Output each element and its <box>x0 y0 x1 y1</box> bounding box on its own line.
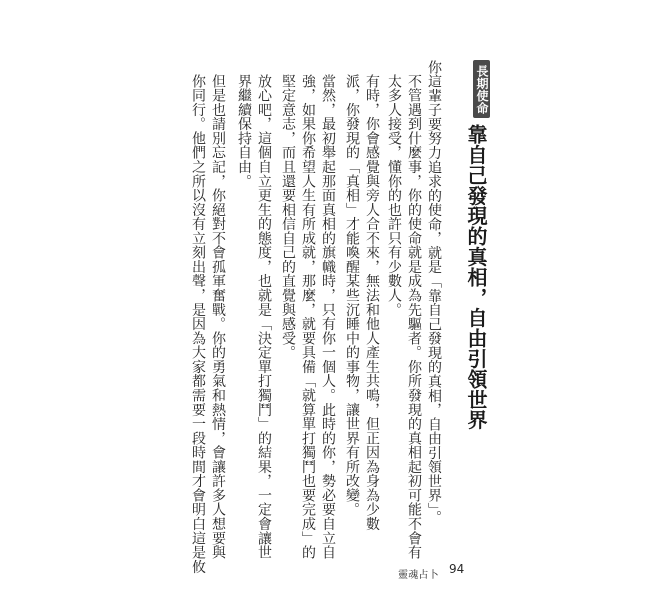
paragraph-3-line-1: 當然，最初舉起那面真相的旗幟時，只有你一個人。此時的你，勢必要自立自 <box>320 74 336 560</box>
paragraph-4-line-2: 界繼續保持自由。 <box>236 74 252 189</box>
section-tag <box>473 60 490 118</box>
paragraph-4-line-1: 放心吧，這個自立更生的態度，也就是「決定單打獨鬥」的結果，一定會讓世 <box>256 74 272 560</box>
paragraph-1-line-1: 你這輩子要努力追求的使命，就是「靠自己發現的真相，自由引領世界」。 <box>426 60 442 525</box>
paragraph-3-line-2: 強，如果你希望人生有所成就，那麼，就要具備「就算單打獨鬥也要完成」的 <box>300 74 316 560</box>
paragraph-1-line-3: 太多人接受，懂你的也許只有少數人。 <box>386 74 402 317</box>
paragraph-2-line-2: 派，你發現的「真相」才能喚醒某些沉睡中的事物，讓世界有所改變。 <box>344 74 360 517</box>
section-tag-label: 長期使命 <box>475 64 489 114</box>
paragraph-5-line-2: 你同行。他們之所以沒有立刻出聲，是因為大家都需要一段時間才會明白這是攸 <box>190 74 206 574</box>
paragraph-3-line-3: 堅定意志，而且還要相信自己的直覺與感受。 <box>280 74 296 360</box>
paragraph-2-line-1: 有時，你會感覺與旁人合不來，無法和他人產生共鳴，但正因為身為少數 <box>364 74 380 531</box>
paragraph-5-line-1: 但是也請別忘記，你絕對不會孤軍奮戰。你的勇氣和熱情，會讓許多人想要與 <box>210 74 226 560</box>
book-title-footer: 靈魂占卜 <box>398 570 439 581</box>
chapter-title: 靠自己發現的真相，自由引領世界 <box>464 124 488 430</box>
paragraph-1-line-2: 不管遇到什麼事，你的使命就是成為先驅者。你所發現的真相起初可能不會有 <box>406 74 422 560</box>
page-number: 94 <box>449 562 465 576</box>
